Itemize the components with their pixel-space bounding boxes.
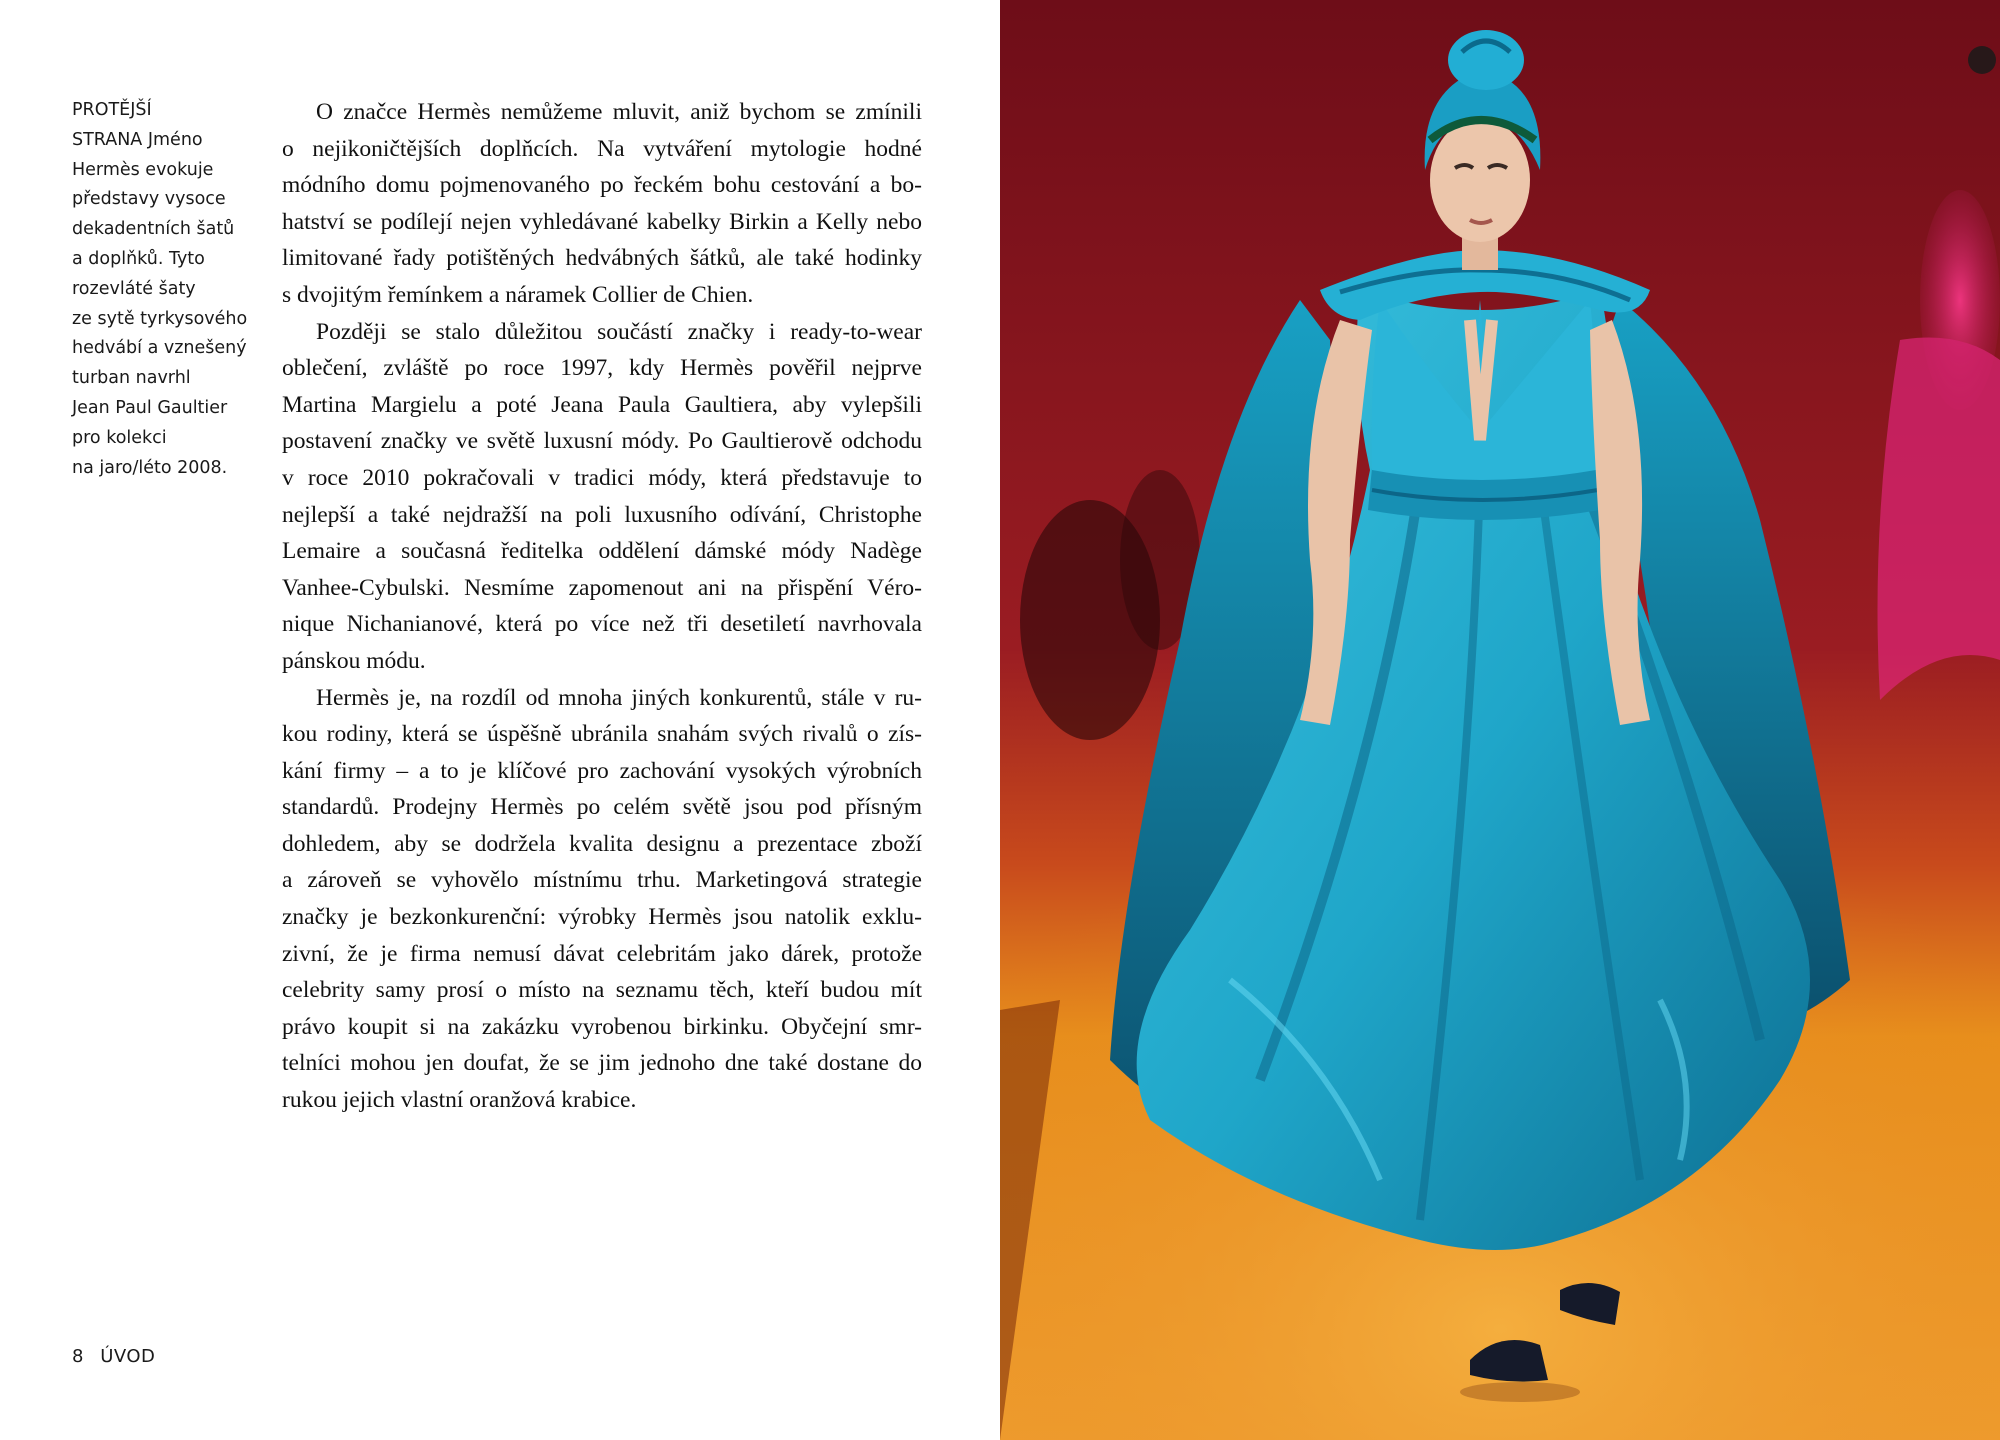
text-line: limitované řady potištěných hedvábných šátků, ale také hodinky — [282, 245, 922, 272]
section-title: ÚVOD — [100, 1346, 156, 1367]
caption-line: představy vysoce — [72, 189, 226, 210]
caption-line: pro kolekci — [72, 427, 167, 448]
paragraph — [282, 680, 922, 1119]
text-line: módního domu pojmenovaného po řeckém bohu cestování a bo- — [282, 172, 922, 199]
text-line: postavení značky ve světě luxusní módy. Po Gaultierově odchodu — [282, 428, 922, 455]
photo-caption — [72, 96, 252, 483]
caption-line: turban navrhl — [72, 368, 191, 389]
text-line: s dvojitým řemínkem a náramek Collier de Chien. — [282, 281, 754, 308]
text-line: hatství se podílejí nejen vyhledávané kabelky Birkin a Kelly nebo — [282, 208, 922, 235]
page-number: 8 — [72, 1346, 84, 1367]
caption-line: rozevláté šaty — [72, 278, 196, 299]
text-line: zivní, že je firma nemusí dávat celebritám jako dárek, protože — [282, 940, 922, 967]
text-line: právo koupit si na zakázku vyrobenou birkinku. Obyčejní smr- — [282, 1013, 922, 1040]
text-line: nejlepší a také nejdražší na poli luxusního odívání, Christophe — [282, 501, 922, 528]
caption-line: na jaro/léto 2008. — [72, 457, 228, 478]
caption-line: Jean Paul Gaultier — [72, 397, 228, 418]
caption-line: a doplňků. Tyto — [72, 248, 205, 269]
runway-photo — [1000, 0, 2000, 1440]
caption-line: STRANA Jméno — [72, 129, 203, 150]
paragraph — [282, 314, 922, 680]
text-line: Martina Margielu a poté Jeana Paula Gaultiera, aby vylepšili — [282, 391, 922, 418]
text-line: pánskou módu. — [282, 647, 426, 674]
text-line: dohledem, aby se dodržela kvalita designu a prezentace zboží — [282, 830, 922, 857]
text-line: standardů. Prodejny Hermès po celém světě jsou pod přísným — [282, 794, 922, 821]
caption-line: dekadentních šatů — [72, 219, 235, 240]
caption-line: Hermès evokuje — [72, 159, 214, 180]
text-line: značky je bezkonkurenční: výrobky Hermès jsou natolik exklu- — [282, 904, 922, 931]
text-line: o nejikoničtějších doplňcích. Na vytváření mytologie hodné — [282, 135, 922, 162]
text-line: kou rodiny, která se úspěšně ubránila snahám svých rivalů o zís- — [282, 721, 922, 748]
caption-line: ze sytě tyrkysového — [72, 308, 248, 329]
text-line: oblečení, zvláště po roce 1997, kdy Hermès pověřil nejprve — [282, 355, 922, 382]
text-line: telníci mohou jen doufat, že se jim jednoho dne také dostane do — [282, 1050, 922, 1077]
text-line: Lemaire a současná ředitelka oddělení dámské módy Nadège — [282, 538, 922, 565]
text-line: rukou jejich vlastní oranžová krabice. — [282, 1087, 637, 1114]
text-line: celebrity samy prosí o místo na seznamu těch, kteří budou mít — [282, 977, 922, 1004]
page-footer — [72, 1346, 155, 1367]
runway-photo-illustration — [1000, 0, 2000, 1440]
text-line: Vanhee-Cybulski. Nesmíme zapomenout ani na přispění Véro- — [282, 574, 922, 601]
text-line: kání firmy – a to je klíčové pro zachování vysokých výrobních — [282, 757, 922, 784]
caption-line: PROTĚJŠÍ — [72, 100, 152, 120]
text-line: a zároveň se vyhovělo místnímu trhu. Marketingová strategie — [282, 867, 922, 894]
main-text — [282, 94, 922, 1119]
text-line: Hermès je, na rozdíl od mnoha jiných konkurentů, stále v ru- — [316, 684, 922, 711]
caption-line: hedvábí a vznešený — [72, 338, 247, 359]
text-line: O značce Hermès nemůžeme mluvit, aniž bychom se zmínili — [316, 99, 922, 125]
text-line: Později se stalo důležitou součástí značky i ready-to-wear — [316, 318, 922, 345]
text-line: nique Nichanianové, která po více než tři desetiletí navrhovala — [282, 611, 922, 638]
paragraph — [282, 94, 922, 314]
text-line: v roce 2010 pokračovali v tradici módy, která představuje to — [282, 464, 922, 491]
